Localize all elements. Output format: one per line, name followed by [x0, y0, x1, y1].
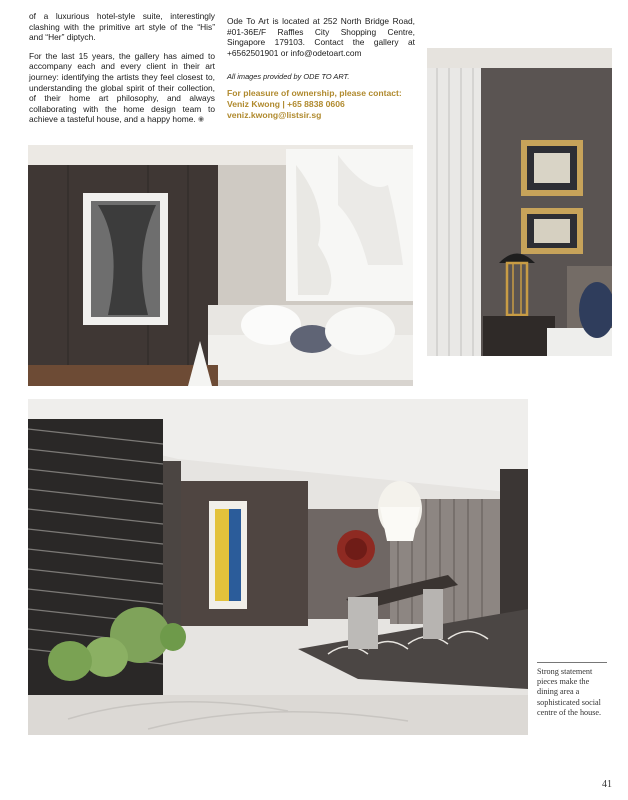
living-room-photo: [28, 145, 413, 386]
image-credit: All images provided by ODE TO ART.: [227, 72, 350, 82]
article-paragraph-2: [29, 51, 215, 126]
contact-heading: For pleasure of ownership, please contact:: [227, 88, 402, 98]
gallery-location-paragraph: Ode To Art is located at 252 North Bridge Road, #01-36E/F Raffles City Shopping Centre, Singapore 179103. Contact the gallery at +6562501901 or info@odetoart.com: [227, 16, 415, 58]
page-number: 41: [602, 779, 612, 790]
bedroom-photo: [427, 48, 612, 356]
dining-area-photo: [28, 399, 528, 735]
article-paragraph-1: of a luxurious hotel-style suite, interestingly clashing with the primitive art style of the “His” and “Her” diptych.: [29, 11, 215, 43]
photo-caption: Strong statement pieces make the dining area a sophisticated social centre of the house.: [537, 662, 607, 718]
article-column-middle: [227, 16, 415, 83]
contact-block: [227, 88, 427, 121]
contact-name-phone: Veniz Kwong | +65 8838 0606: [227, 99, 345, 109]
contact-email[interactable]: veniz.kwong@listsir.sg: [227, 110, 322, 120]
article-paragraph-2-text: For the last 15 years, the gallery has aimed to accompany each and every client in their art journey: identifying the artists they feel closest to, understanding the global spirit of their collection, of their home art philosophy, and always collaborating with the home design team to achieve a tasteful house, and a happy home.: [29, 50, 215, 125]
end-mark-icon: ◉: [198, 116, 205, 124]
article-column-left: [29, 11, 215, 134]
